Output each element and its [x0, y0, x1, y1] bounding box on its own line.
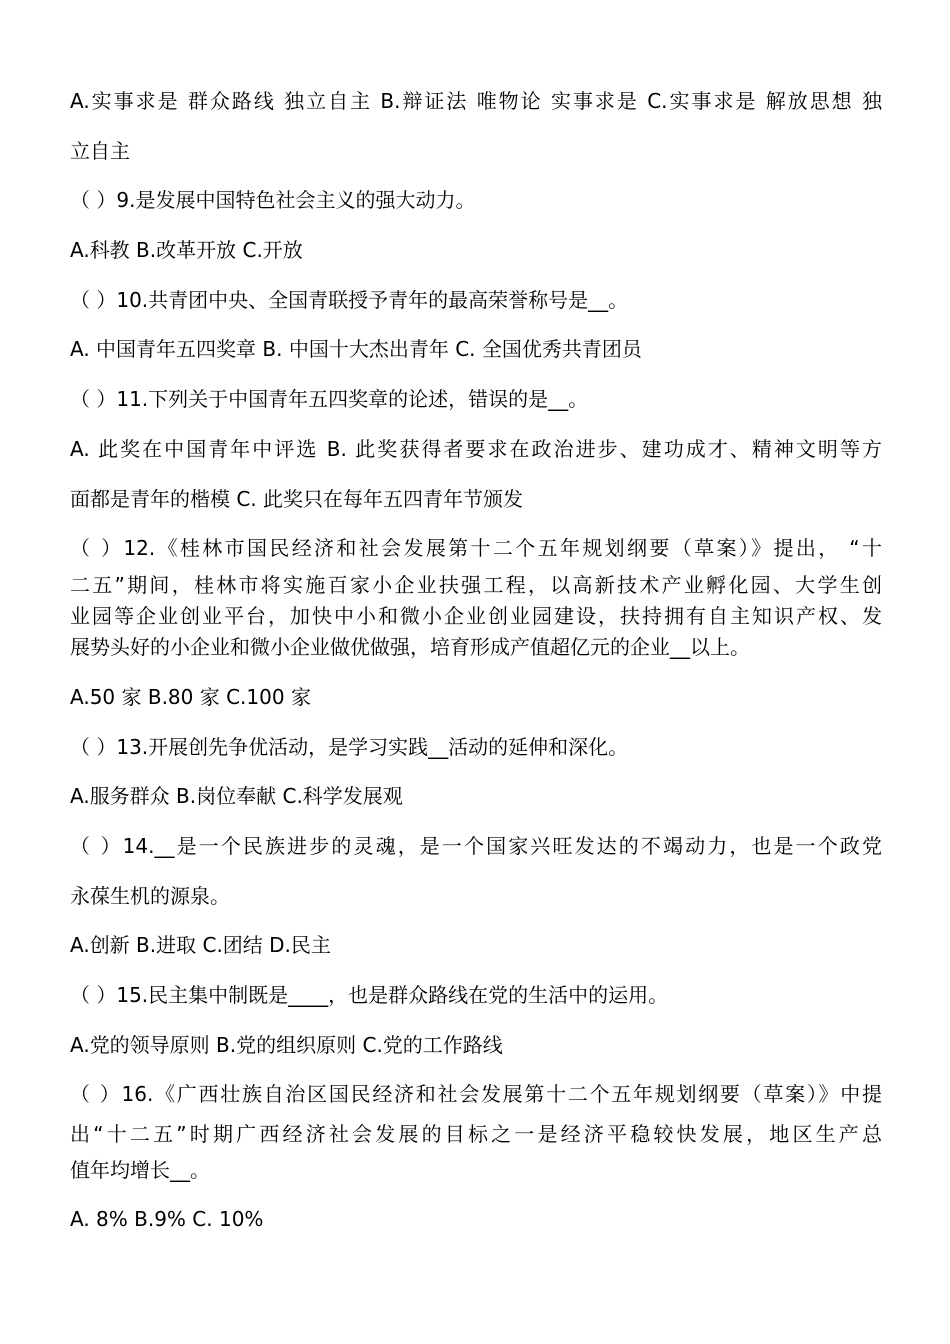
options-16: A. 8% B.9% C. 10%: [70, 1207, 264, 1231]
question-12: （ ）12.《桂林市国民经济和社会发展第十二个五年规划纲要（草案）》提出， “十: [70, 536, 882, 560]
question-12-cont: 二五”期间，桂林市将实施百家小企业扶强工程，以高新技术产业孵化园、大学生创: [70, 573, 882, 597]
question-15: （ ）15.民主集中制既是____，也是群众路线在党的生活中的运用。: [70, 983, 669, 1007]
question-14: （ ）14.__是一个民族进步的灵魂，是一个国家兴旺发达的不竭动力，也是一个政党: [70, 834, 882, 858]
question-12-cont: 业园等企业创业平台，加快中小和微小企业创业园建设，扶持拥有自主知识产权、发: [70, 604, 882, 628]
options-15: A.党的领导原则 B.党的组织原则 C.党的工作路线: [70, 1033, 503, 1057]
options-9: A.科教 B.改革开放 C.开放: [70, 238, 303, 262]
options-11: A. 此奖在中国青年中评选 B. 此奖获得者要求在政治进步、建功成才、精神文明等方: [70, 437, 882, 461]
question-16-cont: 值年均增长__。: [70, 1158, 210, 1182]
question-9: （ ）9.是发展中国特色社会主义的强大动力。: [70, 188, 476, 212]
options-10: A. 中国青年五四奖章 B. 中国十大杰出青年 C. 全国优秀共青团员: [70, 337, 642, 361]
options-13: A.服务群众 B.岗位奉献 C.科学发展观: [70, 784, 403, 808]
options-12: A.50 家 B.80 家 C.100 家: [70, 685, 311, 709]
question-14-cont: 永葆生机的源泉。: [70, 884, 230, 908]
question-16-cont: 出“十二五”时期广西经济社会发展的目标之一是经济平稳较快发展，地区生产总: [70, 1122, 882, 1146]
text-line: 立自主: [70, 139, 130, 163]
options-11-cont: 面都是青年的楷模 C. 此奖只在每年五四青年节颁发: [70, 487, 524, 511]
question-12-cont: 展势头好的小企业和微小企业做优做强，培育形成产值超亿元的企业__以上。: [70, 635, 750, 659]
question-10: （ ）10.共青团中央、全国青联授予青年的最高荣誉称号是__。: [70, 288, 629, 312]
options-14: A.创新 B.进取 C.团结 D.民主: [70, 933, 331, 957]
question-13: （ ）13.开展创先争优活动，是学习实践__活动的延伸和深化。: [70, 735, 629, 759]
text-line: A.实事求是 群众路线 独立自主 B.辩证法 唯物论 实事求是 C.实事求是 解放思想 独: [70, 89, 882, 113]
question-11: （ ）11.下列关于中国青年五四奖章的论述，错误的是__。: [70, 387, 589, 411]
question-16: （ ）16.《广西壮族自治区国民经济和社会发展第十二个五年规划纲要（草案）》中提: [70, 1082, 882, 1106]
